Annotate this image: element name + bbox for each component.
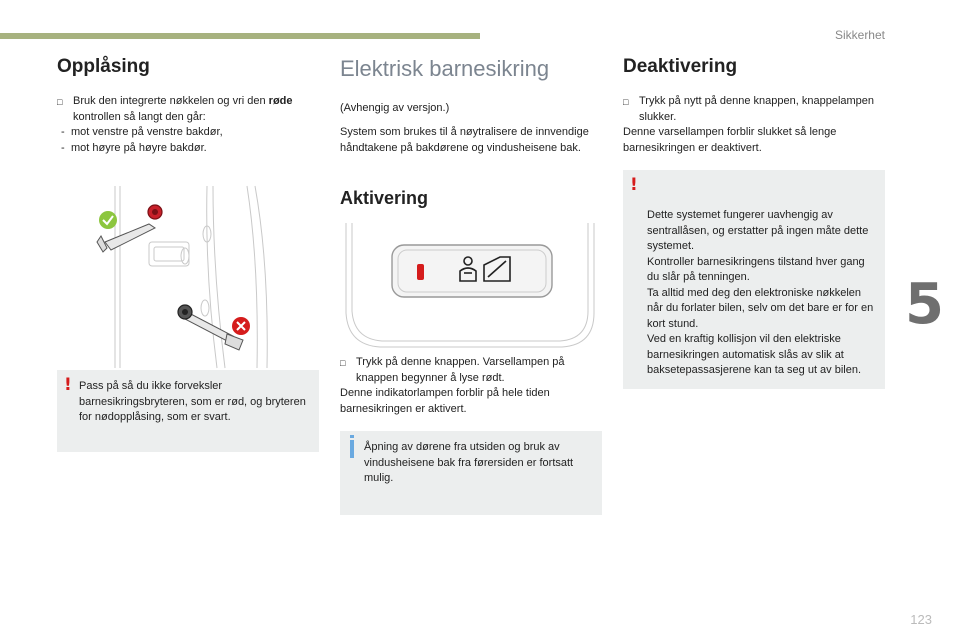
- warning-text: Dette systemet fungerer uavhengig av sentrallåsen, og erstatter på ingen måte dette systemet. Kontroller barnesikringens tilstand hver gang du slår på tenningen. Ta alltid med deg den elektroniske nøkkelen når du forlater bilen, selv om det bare er for en kort stund. Ved en kraftig kollisjon vil den elektriske barnesikringen automatisk slås av slik at baksetepassasjerene kan ta seg ut av bilen.: [647, 209, 874, 376]
- checkbox-bullet-icon: □: [57, 97, 63, 107]
- warning-box: [57, 370, 319, 452]
- instruction-bullet: [57, 94, 319, 125]
- subtitle-activation: Aktivering: [340, 188, 429, 208]
- door-lock-illustration: [57, 184, 319, 370]
- exclamation-icon: !: [64, 375, 72, 395]
- instruction-text: Trykk på denne knappen. Varsellampen på knappen begynner å lyse rødt.: [356, 356, 565, 384]
- checkbox-bullet-icon: □: [340, 358, 346, 368]
- column-unlocking: [57, 50, 319, 452]
- page-number: 123: [910, 612, 932, 627]
- chapter-number: 5: [905, 272, 944, 337]
- button-illustration: [340, 223, 602, 351]
- info-box: [340, 431, 602, 515]
- title-deactivation: Deaktivering: [623, 56, 738, 77]
- status-text: Denne indikatorlampen forblir på hele tiden barnesikringen er aktivert.: [340, 387, 550, 415]
- version-note: (Avhengig av versjon.): [340, 102, 450, 114]
- list-item: - mot høyre på høyre bakdør.: [61, 141, 207, 154]
- title-unlocking: Opplåsing: [57, 56, 150, 77]
- instruction-text: Trykk på nytt på denne knappen, knappelampen slukker.: [639, 95, 875, 123]
- column-deactivation: [623, 50, 885, 389]
- instruction-text: Bruk den integrerte nøkkelen og vri den røde kontrollen så langt den går:: [73, 95, 293, 123]
- instruction-bullet: [623, 94, 885, 125]
- checkbox-bullet-icon: □: [623, 97, 629, 107]
- status-text: Denne varsellampen forblir slukket så lenge barnesikringen er deaktivert.: [623, 126, 837, 154]
- list-item: - mot venstre på venstre bakdør,: [61, 126, 223, 138]
- warning-text: Pass på så du ikke forveksler barnesikringsbryteren, som er rød, og bryteren for nødopplåsing, som er svart.: [79, 380, 306, 423]
- section-label: Sikkerhet: [834, 28, 885, 42]
- info-icon: [350, 440, 354, 458]
- info-text: Åpning av dørene fra utsiden og bruk av vindusheisene bak fra førersiden er fortsatt mulig.: [364, 441, 574, 484]
- accent-bar: [0, 33, 480, 39]
- column-electric-child-lock: [340, 50, 602, 515]
- description: System som brukes til å nøytralisere de innvendige håndtakene på bakdørene og vindusheisene bak.: [340, 126, 589, 154]
- check-icon: [99, 211, 117, 229]
- exclamation-icon: !: [630, 175, 638, 195]
- led-indicator: [417, 264, 424, 280]
- title-electric-child-lock: Elektrisk barnesikring: [340, 56, 550, 81]
- instruction-bullet: [340, 355, 602, 386]
- warning-box: [623, 170, 885, 389]
